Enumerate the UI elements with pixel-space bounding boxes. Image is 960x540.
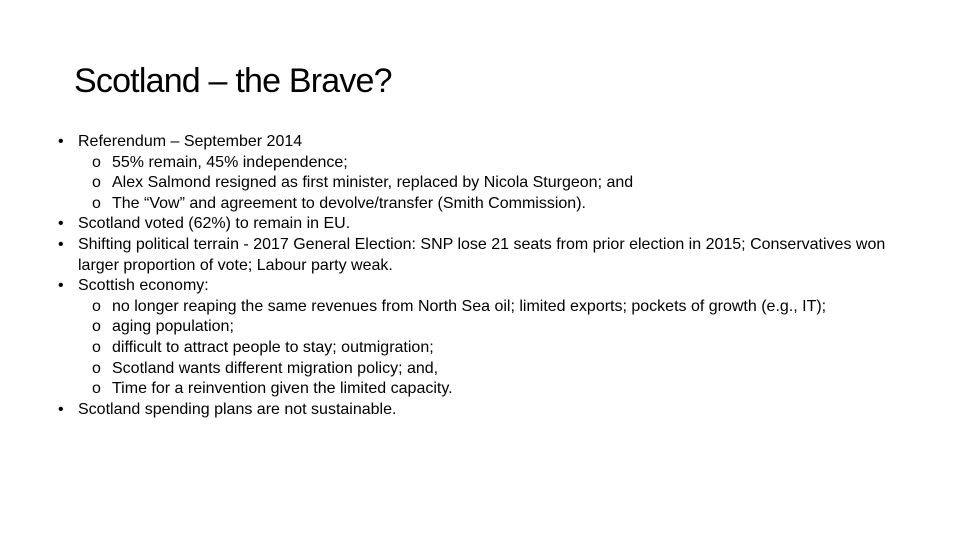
list-item (58, 194, 888, 215)
sub-bullet-marker: o (92, 380, 101, 398)
list-item (58, 153, 888, 174)
sub-bullet-marker: o (92, 359, 101, 377)
list-item (58, 359, 888, 380)
bullet-marker: • (58, 400, 64, 418)
bullet-marker: • (58, 215, 64, 233)
sub-bullet-marker: o (92, 174, 101, 192)
list-item-text: Scotland wants different migration policy; and, (112, 359, 439, 377)
list-item (58, 214, 888, 235)
list-item-text: Scotland spending plans are not sustainable. (78, 400, 397, 418)
list-item (58, 276, 888, 297)
list-item-text: Time for a reinvention given the limited capacity. (112, 380, 453, 398)
list-item-text: 55% remain, 45% independence; (112, 153, 348, 171)
slide-title: Scotland – the Brave? (74, 62, 392, 100)
sub-bullet-marker: o (92, 153, 101, 171)
list-item-text: difficult to attract people to stay; outmigration; (112, 338, 434, 356)
list-item (58, 400, 888, 421)
bullet-marker: • (58, 235, 64, 253)
list-item (58, 297, 888, 318)
list-item-text: no longer reaping the same revenues from North Sea oil; limited exports; pockets of growth (e.g., IT); (112, 297, 827, 315)
list-item-text: Referendum – September 2014 (78, 133, 303, 150)
list-item (58, 338, 888, 359)
list-item (58, 317, 888, 338)
list-item-text: aging population; (112, 318, 234, 336)
list-item-text: Shifting political terrain - 2017 General Election: SNP lose 21 seats from prior election in 2015; Conservatives won larger proportion of vote; Labour party weak. (78, 235, 886, 274)
list-item (58, 173, 888, 194)
sub-bullet-marker: o (92, 318, 101, 336)
list-item (58, 235, 888, 276)
bullet-marker: • (58, 277, 64, 295)
sub-bullet-marker: o (92, 338, 101, 356)
list-item (58, 379, 888, 400)
sub-bullet-marker: o (92, 297, 101, 315)
bullet-list (58, 132, 888, 420)
bullet-marker: • (58, 133, 64, 150)
list-item-text: Scotland voted (62%) to remain in EU. (78, 215, 351, 233)
list-item-text: Alex Salmond resigned as first minister, replaced by Nicola Sturgeon; and (112, 174, 634, 192)
list-item-text: Scottish economy: (78, 277, 209, 295)
list-item (58, 132, 888, 153)
list-item-text: The “Vow” and agreement to devolve/transfer (Smith Commission). (112, 194, 586, 212)
sub-bullet-marker: o (92, 194, 101, 212)
